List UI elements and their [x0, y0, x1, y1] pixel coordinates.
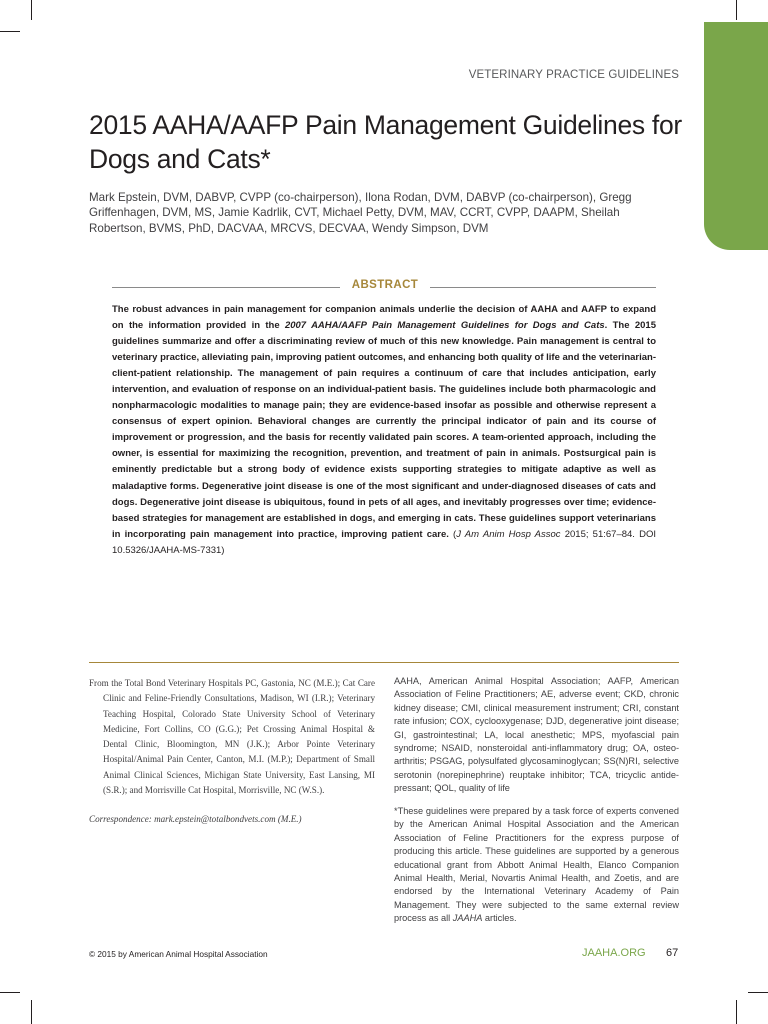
author-list: Mark Epstein, DVM, DABVP, CVPP (co-chairperson), Ilona Rodan, DVM, DABVP (co-chairperson), Gregg Griffenhagen, DVM, MS, Jamie Kadrlik, CVT, Michael Petty, DVM, MAV, CCRT, CVPP, DAAPM, Sheilah Robertson, BVMS, PhD, DACVAA, MRCVS, DECVAA, Wendy Simpson, DVM	[89, 191, 632, 235]
crop-mark	[736, 1000, 737, 1024]
crop-mark	[31, 0, 32, 20]
crop-mark	[748, 992, 768, 993]
crop-mark	[31, 1000, 32, 1024]
citation-journal: J Am Anim Hosp Assoc	[456, 528, 561, 540]
crop-mark	[0, 31, 20, 32]
page-number: 67	[666, 947, 679, 959]
guidelines-footnote: *These guidelines were prepared by a task force of experts convened by the American Animal Hospital Association and the American Association of Feline Practitioners for the express purpose of producing this article. These guidelines are supported by a generous educational grant from Abbott Animal Health, Elanco Companion Animal Health, Merial, Novartis Animal Health, and Zoetis, and are endorsed by the International Veterinary Academy of Pain Management. They were subjected to the same external review process as all JAAHA articles.	[394, 806, 679, 924]
front-matter-rule	[89, 662, 679, 663]
abbreviations-list: AAHA, American Animal Hospital Association; AAFP, American Association of Feline Practitioners; AE, adverse event; CKD, chronic kidney disease; CMI, clinical measurement instrument; CRI, constant rate infusion; COX, cyclooxygenase; DJD, degenerative joint disease; GI, gastrointestinal; LA, local anesthetic; MPS, myofascial pain syndrome; NSAID, nonsteroidal anti-inflammatory drug; OA, osteo-arthritis; PSGAG, polysulfated glycosaminoglycan; SS(N)RI, selective serotonin (norepinephrine) reuptake inhibitor; TCA, tricyclic antide-pressant; QOL, quality of life	[394, 676, 679, 794]
article-title: 2015 AAHA/AAFP Pain Management Guidelines for Dogs and Cats*	[89, 110, 682, 174]
crop-mark	[736, 0, 737, 20]
correspondence-line: Correspondence: mark.epstein@totalbondvets.com (M.E.)	[89, 814, 302, 824]
abstract-body: The robust advances in pain management for companion animals underlie the decision of AAHA and AAFP to expand on the information provided in the 2007 AAHA/AAFP Pain Management Guidelines for Dogs and Cats. The 2015 guidelines summarize and offer a discriminating review of much of this new knowledge. Pain management is central to veterinary practice, alleviating pain, improving patient outcomes, and enhancing both quality of life and the veterinarian-client-patient relationship. The management of pain requires a continuum of care that includes anticipation, early intervention, and evaluation of response on an individual-patient basis. The guidelines include both pharmacologic and nonpharmacologic modalities to manage pain; they are evidence-based insofar as possible and otherwise represent a consensus of expert opinion. Behavioral changes are currently the principal indicator of pain and its course of improvement or progression, and the basis for recently validated pain scores. A team-oriented approach, including the owner, is essential for maximizing the recognition, prevention, and treatment of pain in animals. Postsurgical pain is eminently predictable but a strong body of evidence exists supporting strategies to mitigate adaptive as well as maladaptive forms. Degenerative joint disease is one of the most significant and under-diagnosed diseases of cats and dogs. Degenerative joint disease is ubiquitous, found in pets of all ages, and inevitably progresses over time; evidence-based strategies for management are established in dogs, and emerging in cats. These guidelines support veterinarians in incorporating pain management into practice, improving patient care. (J Am Anim Hosp Assoc 2015; 51:67–84. DOI 10.5326/JAAHA-MS-7331)	[112, 304, 656, 556]
footnote-journal: JAAHA	[452, 913, 483, 924]
copyright-notice: © 2015 by American Animal Hospital Association	[89, 949, 268, 959]
abstract-rule-left	[112, 287, 340, 288]
cited-guideline-title: 2007 AAHA/AAFP Pain Management Guidelines for Dogs and Cats	[284, 320, 605, 332]
citation-details: 2015; 51:67–84. DOI 10.5326/JAAHA-MS-7331)	[112, 528, 656, 556]
author-affiliations: From the Total Bond Veterinary Hospitals PC, Gastonia, NC (M.E.); Cat Care Clinic and Feline-Friendly Consultations, Madison, WI (I.R.); Veterinary Teaching Hospital, Colorado State University School of Veterinary Medicine, Fort Collins, CO (G.G.); Pet Crossing Animal Hospital & Dental Clinic, Bloomington, MN (J.K.); Arbor Pointe Veterinary Hospital/Animal Pain Center, Canton, M.I. (M.P.); Department of Small Animal Clinical Sciences, Michigan State University, East Lansing, MI (S.R.); and Morrisville Cat Hospital, Morrisville, NC (W.S.).	[89, 678, 375, 796]
section-color-tab	[704, 22, 768, 250]
section-label: VETERINARY PRACTICE GUIDELINES	[468, 69, 679, 81]
abstract-rule-right	[430, 287, 656, 288]
journal-url: JAAHA.ORG	[582, 947, 646, 959]
crop-mark	[0, 992, 20, 993]
abstract-heading: ABSTRACT	[351, 279, 419, 291]
